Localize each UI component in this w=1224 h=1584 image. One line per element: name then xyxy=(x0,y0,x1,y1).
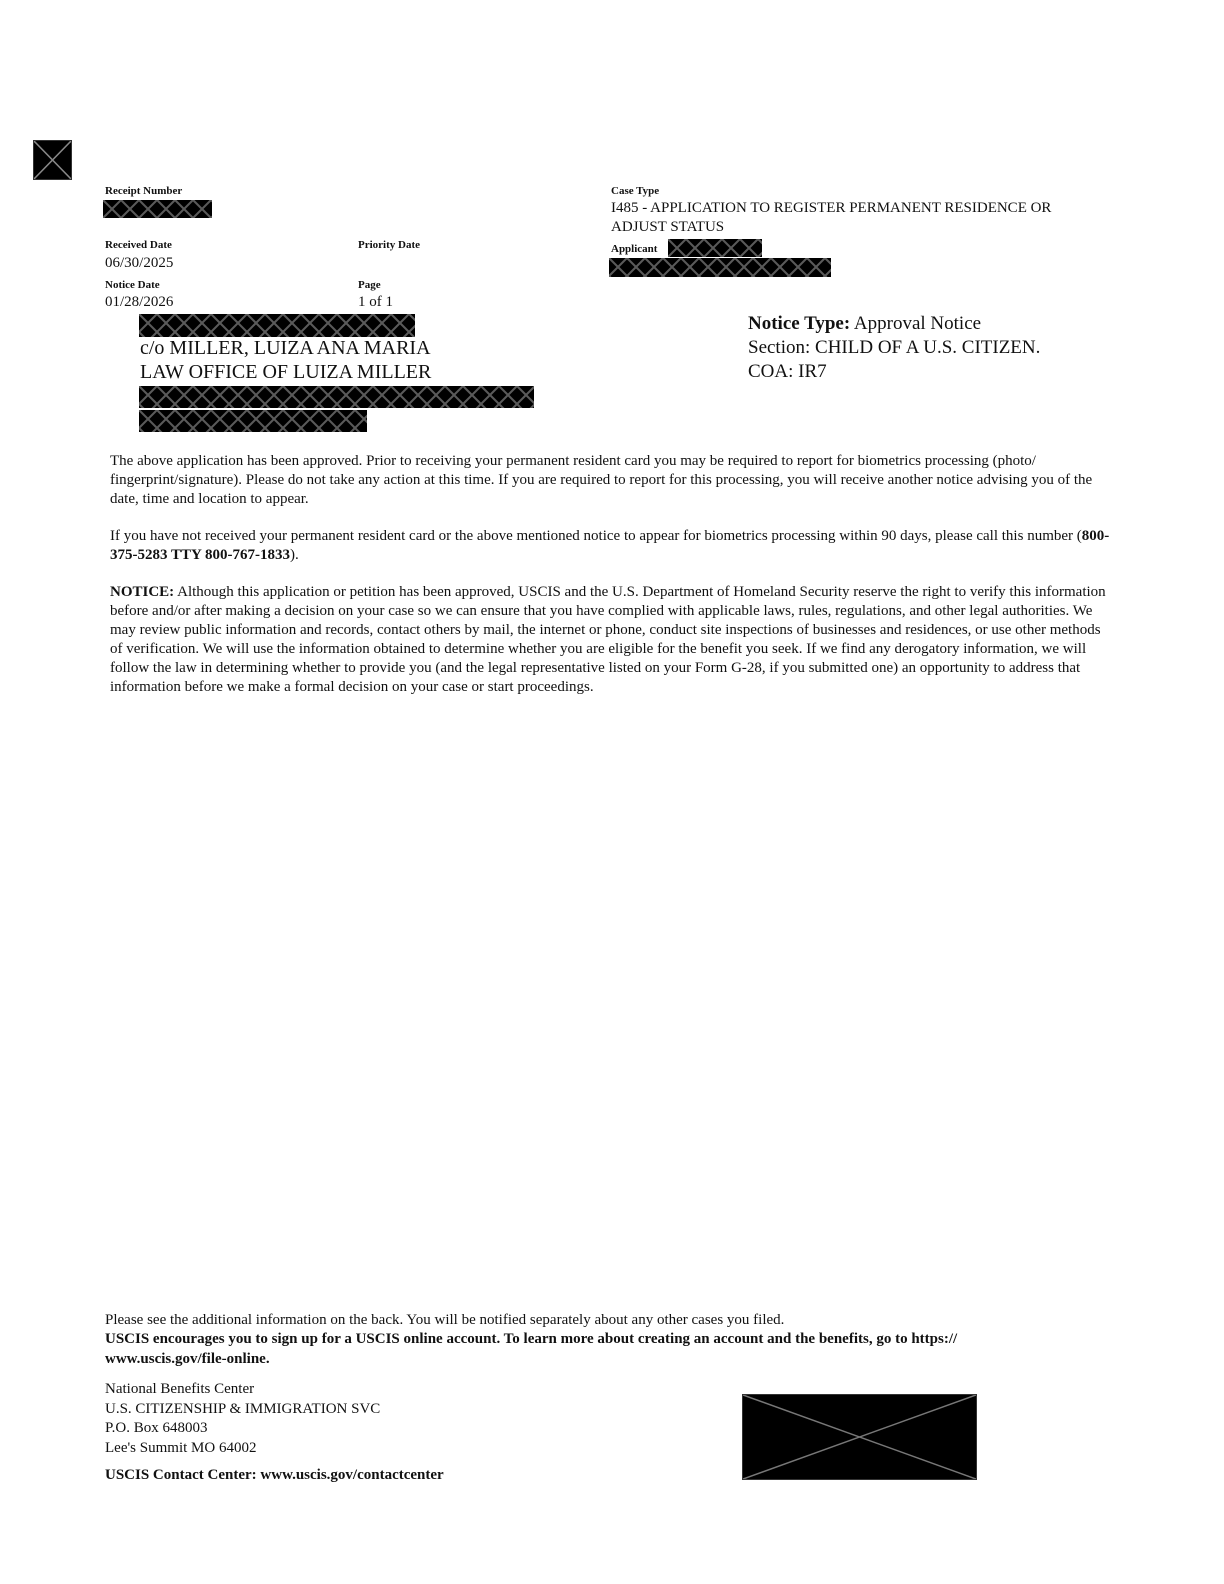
address-care-of: c/o MILLER, LUIZA ANA MARIA xyxy=(140,337,431,359)
page-value: 1 of 1 xyxy=(358,294,393,310)
redacted-recipient-name xyxy=(139,314,415,337)
additional-info-note: Please see the additional information on the back. You will be notified separately about any other cases you filed. xyxy=(105,1312,785,1328)
redacted-applicant-id xyxy=(668,239,762,257)
received-date-value: 06/30/2025 xyxy=(105,255,174,271)
notice-label: NOTICE: xyxy=(110,584,175,600)
online-account-note: USCIS encourages you to sign up for a USCIS online account. To learn more about creating an account and the benefits, go to https:// www.uscis.gov/file-online. xyxy=(105,1331,958,1367)
received-date-label: Received Date xyxy=(105,239,172,251)
notice-date-label: Notice Date xyxy=(105,279,160,291)
office-address xyxy=(105,1380,380,1458)
redacted-barcode xyxy=(742,1394,977,1480)
redacted-receipt-number xyxy=(103,200,212,218)
redacted-applicant-name xyxy=(609,258,831,277)
body-text xyxy=(110,452,1110,697)
notice-type xyxy=(748,312,981,336)
notice-paragraph xyxy=(110,583,1110,697)
approval-paragraph: The above application has been approved. Prior to receiving your permanent resident card you may be required to report for biometrics processing (photo/ fingerprint/signature). Please do not take any action at this time. If you are required to report for this processing, you will receive another notice advising you of the date, time and location to appear. xyxy=(110,453,1093,507)
redacted-logo xyxy=(33,140,72,180)
contact-phone-numbers: 800-375-5283 TTY 800-767-1833 xyxy=(110,528,1110,563)
office-name: National Benefits Center xyxy=(105,1381,255,1397)
address-law-office: LAW OFFICE OF LUIZA MILLER xyxy=(140,361,432,383)
redacted-street-address xyxy=(139,386,534,408)
case-type-value: I485 - APPLICATION TO REGISTER PERMANENT RESIDENCE OR ADJUST STATUS xyxy=(611,200,1052,235)
office-po-box: P.O. Box 648003 xyxy=(105,1420,208,1436)
page-label: Page xyxy=(358,279,381,291)
notice-type-label: Notice Type: xyxy=(748,313,851,334)
office-city: Lee's Summit MO 64002 xyxy=(105,1439,257,1456)
applicant-label: Applicant xyxy=(611,243,658,255)
contact-center: USCIS Contact Center: www.uscis.gov/contactcenter xyxy=(105,1467,444,1483)
biometrics-paragraph xyxy=(110,527,1110,565)
office-agency: U.S. CITIZENSHIP & IMMIGRATION SVC xyxy=(105,1400,381,1417)
receipt-number-label: Receipt Number xyxy=(105,185,183,197)
notice-date-value: 01/28/2026 xyxy=(105,294,174,310)
priority-date-label: Priority Date xyxy=(358,239,420,251)
biometrics-text-end: ). xyxy=(290,547,299,563)
notice-section: Section: CHILD OF A U.S. CITIZEN. xyxy=(748,337,1041,358)
notice-type-value: Approval Notice xyxy=(850,313,982,334)
notice-text: Although this application or petition has been approved, USCIS and the U.S. Department of Homeland Security reserve the right to verify this information before and/or after making a decision on your case so we can ensure that you have complied with applicable laws, rules, regulations, and other legal authorities. We may review public information and records, contact others by mail, the internet or phone, conduct site inspections of businesses and residences, or use other methods of verification. We will use the information obtained to determine whether you are eligible for the benefit you seek. If we find any derogatory information, we will follow the law in determining whether to provide you (and the legal representative listed on your Form G-28, if you submitted one) an opportunity to address that information before we make a formal decision on your case or start proceedings. xyxy=(110,584,1106,695)
biometrics-text: If you have not received your permanent resident card or the above mentioned notice to appear for biometrics processing within 90 days, please call this number ( xyxy=(110,528,1082,544)
notice-coa: COA: IR7 xyxy=(748,361,827,382)
redacted-city-state-zip xyxy=(139,410,367,432)
case-type-label: Case Type xyxy=(611,185,660,197)
